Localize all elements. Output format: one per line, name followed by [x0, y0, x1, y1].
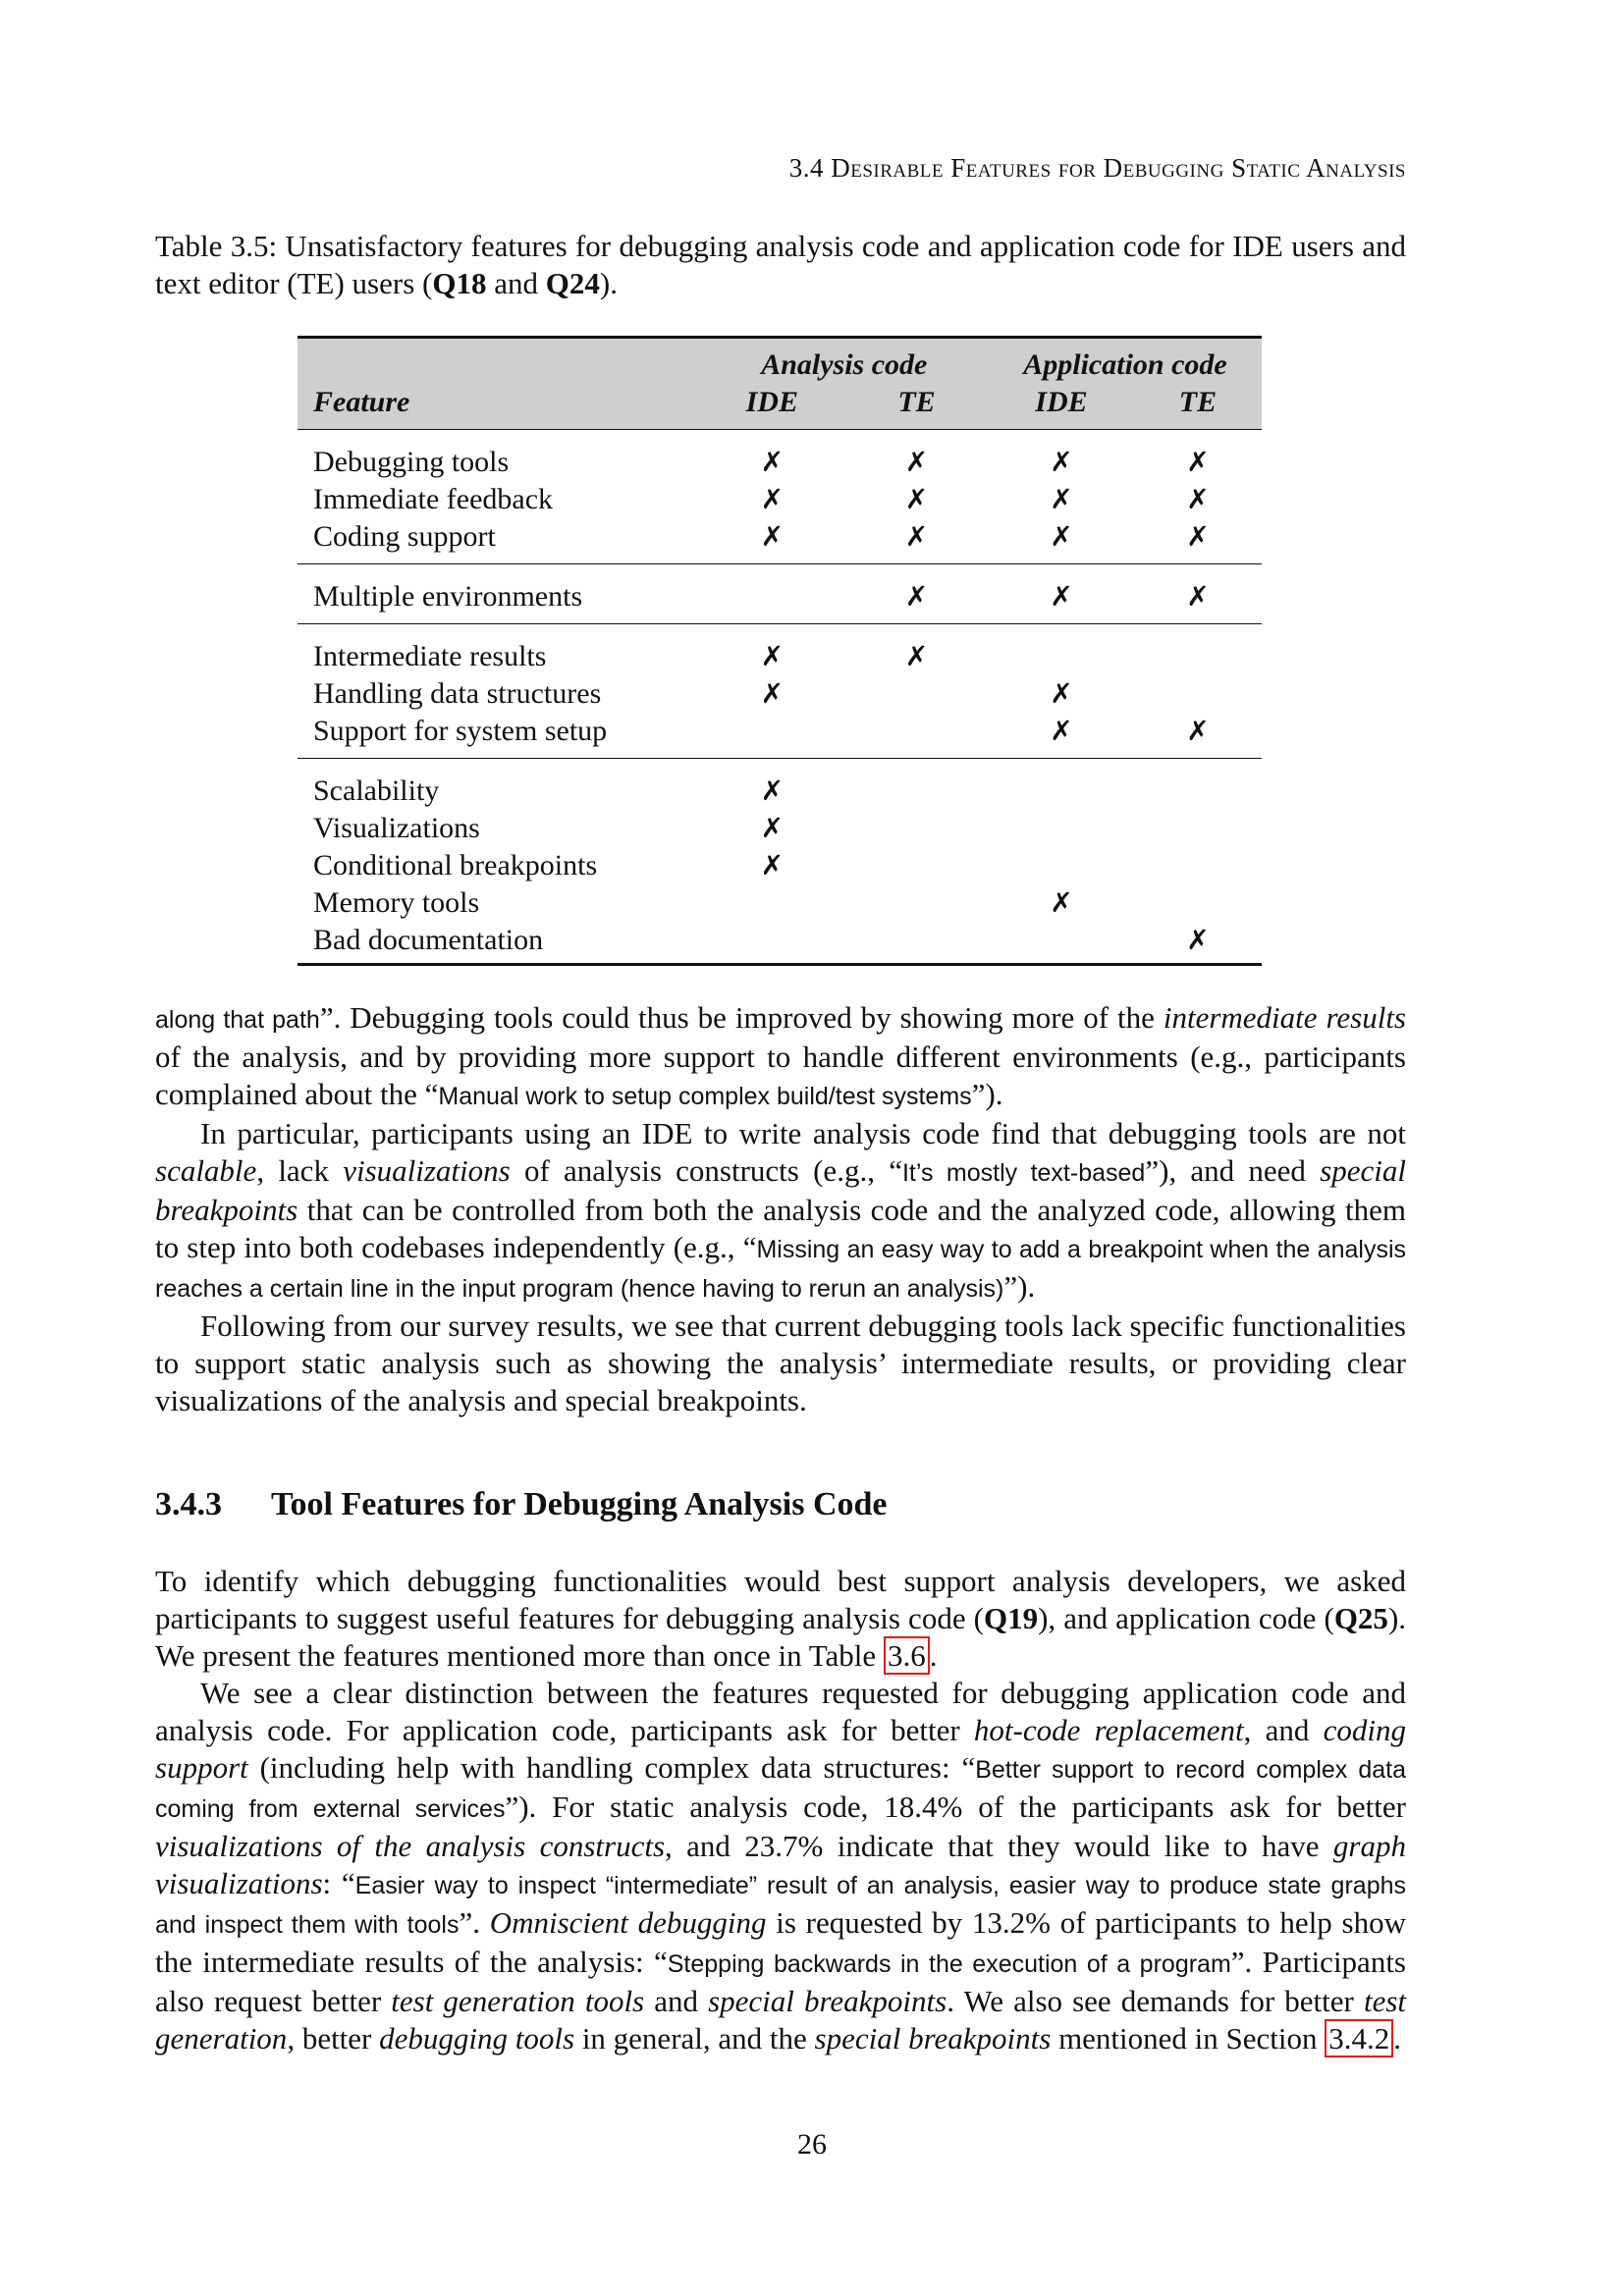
paragraph: We see a clear distinction between the features requested for debugging application code and analysis code. For application code, participants ask for better hot-code replacement, and coding support (including help with handling complex data structures: “Better support to record complex data coming from external services”). For static analysis code, 18.4% of the participants ask for better visualizations of the analysis constructs, and 23.7% indicate that they would like to have graph visualizations: “Easier way to inspect “intermediate” result of an analysis, easier way to produce state graphs and inspect them with tools”. Omniscient debugging is requested by 13.2% of participants to help show the intermediate results of the analysis: “Stepping backwards in the execution of a program”. Participants also request better test generation tools and special breakpoints. We also see demands for better test generation, better debugging tools in general, and the special breakpoints mentioned in Section 3.4.2 . [155, 1676, 1407, 2056]
section-reference-link[interactable]: 3.4.2 [1325, 2019, 1393, 2057]
paragraph: To identify which debugging functionalities would best support analysis developers, we asked participants to suggest useful features for debugging analysis code (Q19), and application code (Q25). We present the features mentioned more than once in Table 3.6 . [155, 1564, 1407, 1673]
table-reference-link[interactable]: 3.6 [884, 1636, 930, 1675]
table-row: Support for system setup ✗ ✗ [298, 713, 1262, 759]
table-row: Multiple environments ✗ ✗ ✗ [298, 564, 1262, 624]
column-header-application-ide: IDE [989, 384, 1134, 430]
column-header-application-te: TE [1134, 384, 1262, 430]
table-row: Visualizations ✗ [313, 812, 785, 844]
table-row: Memory tools ✗ [313, 886, 1073, 919]
paragraph: In particular, participants using an IDE to write analysis code find that debugging tools are not scalable, lack visualizations of analysis constructs (e.g., “It’s mostly text-based”), and need special breakpoints that can be controlled from both the analysis code and the analyzed code, allowing them to step into both codebases independently (e.g., “Missing an easy way to add a breakpoint when the analysis reaches a certain line in the input program (hence having to rerun an analysis)”). [155, 1116, 1407, 1304]
paragraph: along that path”. Debugging tools could thus be improved by showing more of the intermediate results of the analysis, and by providing more support to handle different environments (e.g., participants complained about the “Manual work to setup complex build/test systems”). [155, 1000, 1406, 1111]
paragraph: Following from our survey results, we see that current debugging tools lack specific functionalities to support static analysis such as showing the analysis’ intermediate results, or providing clear visualizations of the analysis and special breakpoints. [155, 1308, 1406, 1417]
table-row: Scalability ✗ [313, 774, 785, 807]
section-heading: 3.4.3 Tool Features for Debugging Analysis Code [155, 1486, 888, 1522]
table-row: Immediate feedback ✗ ✗ ✗ ✗ [313, 483, 1210, 515]
body-text-lower [155, 1563, 1406, 2057]
group-header-application: Application code [989, 338, 1262, 385]
features-table [298, 336, 1262, 966]
column-header-analysis-ide: IDE [700, 384, 844, 430]
body-text-upper [155, 999, 1406, 1419]
table-caption: Table 3.5: Unsatisfactory features for debugging analysis code and application code for IDE users and text editor (TE) users (Q18 and Q24). [155, 229, 1406, 300]
column-header-analysis-te: TE [844, 384, 989, 430]
running-head: 3.4 Desirable Features for Debugging Static Analysis [788, 153, 1406, 183]
group-header-analysis: Analysis code [700, 338, 989, 385]
table-row: Intermediate results ✗ ✗ [313, 640, 929, 672]
table-row: Debugging tools ✗ ✗ ✗ ✗ [313, 446, 1210, 478]
table-row: Conditional breakpoints ✗ [313, 849, 785, 881]
column-header-feature: Feature [298, 384, 700, 430]
table-row: Handling data structures ✗ ✗ [313, 677, 1073, 710]
table-row: Bad documentation ✗ [298, 922, 1262, 965]
page-number: 26 [797, 2128, 827, 2161]
table-row: Coding support ✗ ✗ ✗ ✗ [298, 518, 1262, 564]
